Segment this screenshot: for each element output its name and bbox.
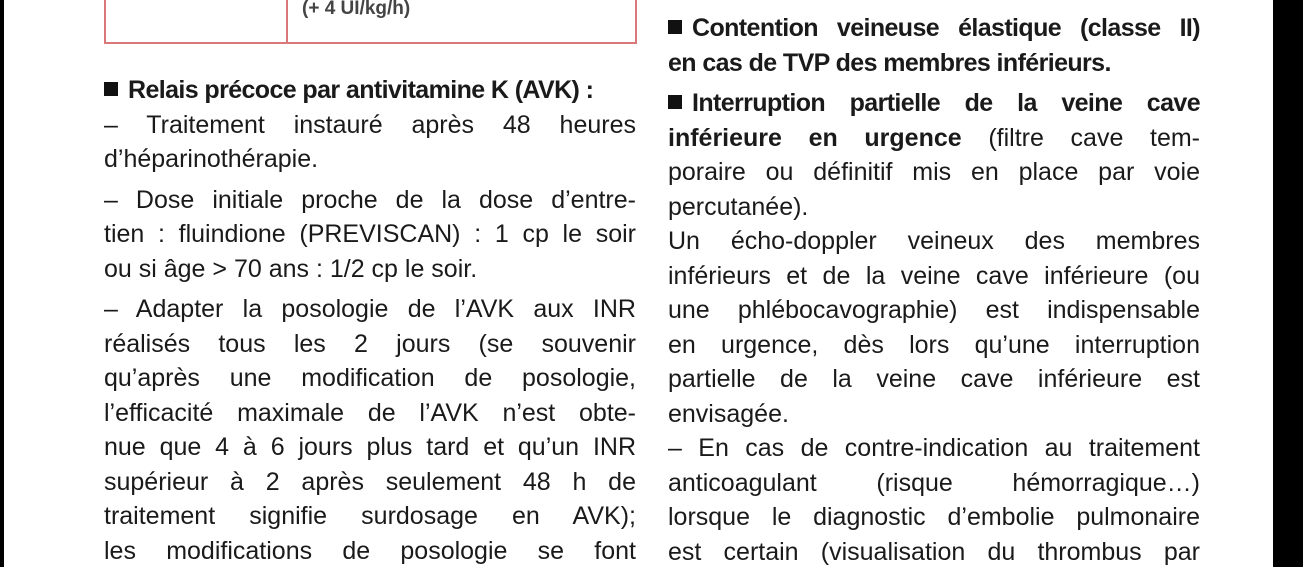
text-line: supérieur à 2 après seulement 48 h de — [104, 465, 636, 500]
section-heading-contention-line2: en cas de TVP des membres inférieurs. — [668, 46, 1200, 81]
table-divider — [286, 0, 288, 42]
right-column — [668, 11, 1200, 569]
text-line: envisagée. — [668, 397, 1200, 432]
text-line: les modifications de posologie se font — [104, 534, 636, 569]
text-line: anticoagulant (risque hémorragique…) — [668, 466, 1200, 501]
text-line: d’héparinothérapie. — [104, 142, 636, 177]
left-column — [104, 73, 636, 568]
text-line: – En cas de contre-indication au traitement — [668, 431, 1200, 466]
text-line: réalisés tous les 2 jours (se souvenir — [104, 327, 636, 362]
text-line: inférieurs et de la veine cave inférieure (ou — [668, 259, 1200, 294]
text-line: percutanée). — [668, 190, 1200, 225]
table-cell-text: (+ 4 UI/kg/h) — [302, 0, 410, 20]
section-heading-contention: Contention veineuse élastique (classe II) — [668, 11, 1200, 46]
text-line: est certain (visualisation du thrombus par — [668, 535, 1200, 569]
text-line: poraire ou définitif mis en place par voie — [668, 155, 1200, 190]
square-bullet-icon — [104, 82, 118, 96]
section-heading-relais-avk: Relais précoce par antivitamine K (AVK) : — [104, 73, 636, 108]
text-line: lorsque le diagnostic d’embolie pulmonaire — [668, 500, 1200, 535]
text-line: l’efficacité maximale de l’AVK n’est obte- — [104, 396, 636, 431]
text-line: – Traitement instauré après 48 heures — [104, 108, 636, 143]
section-heading-interruption: Interruption partielle de la veine cave — [668, 86, 1200, 121]
text-line: qu’après une modification de posologie, — [104, 361, 636, 396]
text-line: partielle de la veine cave inférieure est — [668, 362, 1200, 397]
text-line: inférieure en urgence (filtre cave tem- — [668, 121, 1200, 156]
text-line: traitement signifie surdosage en AVK); — [104, 499, 636, 534]
text-line: – Adapter la posologie de l’AVK aux INR — [104, 292, 636, 327]
right-edge-border — [1273, 0, 1303, 567]
text-line: ou si âge > 70 ans : 1/2 cp le soir. — [104, 252, 636, 287]
text-line: nue que 4 à 6 jours plus tard et qu’un INR — [104, 430, 636, 465]
text-line: une phlébocavographie) est indispensable — [668, 293, 1200, 328]
text-line: Un écho-doppler veineux des membres — [668, 224, 1200, 259]
table-fragment — [104, 0, 637, 44]
text-line: en urgence, dès lors qu’une interruption — [668, 328, 1200, 363]
left-edge-border — [0, 0, 4, 567]
text-line: – Dose initiale proche de la dose d’entre- — [104, 183, 636, 218]
square-bullet-icon — [668, 95, 682, 109]
square-bullet-icon — [668, 20, 682, 34]
text-line: tien : fluindione (PREVISCAN) : 1 cp le soir — [104, 217, 636, 252]
